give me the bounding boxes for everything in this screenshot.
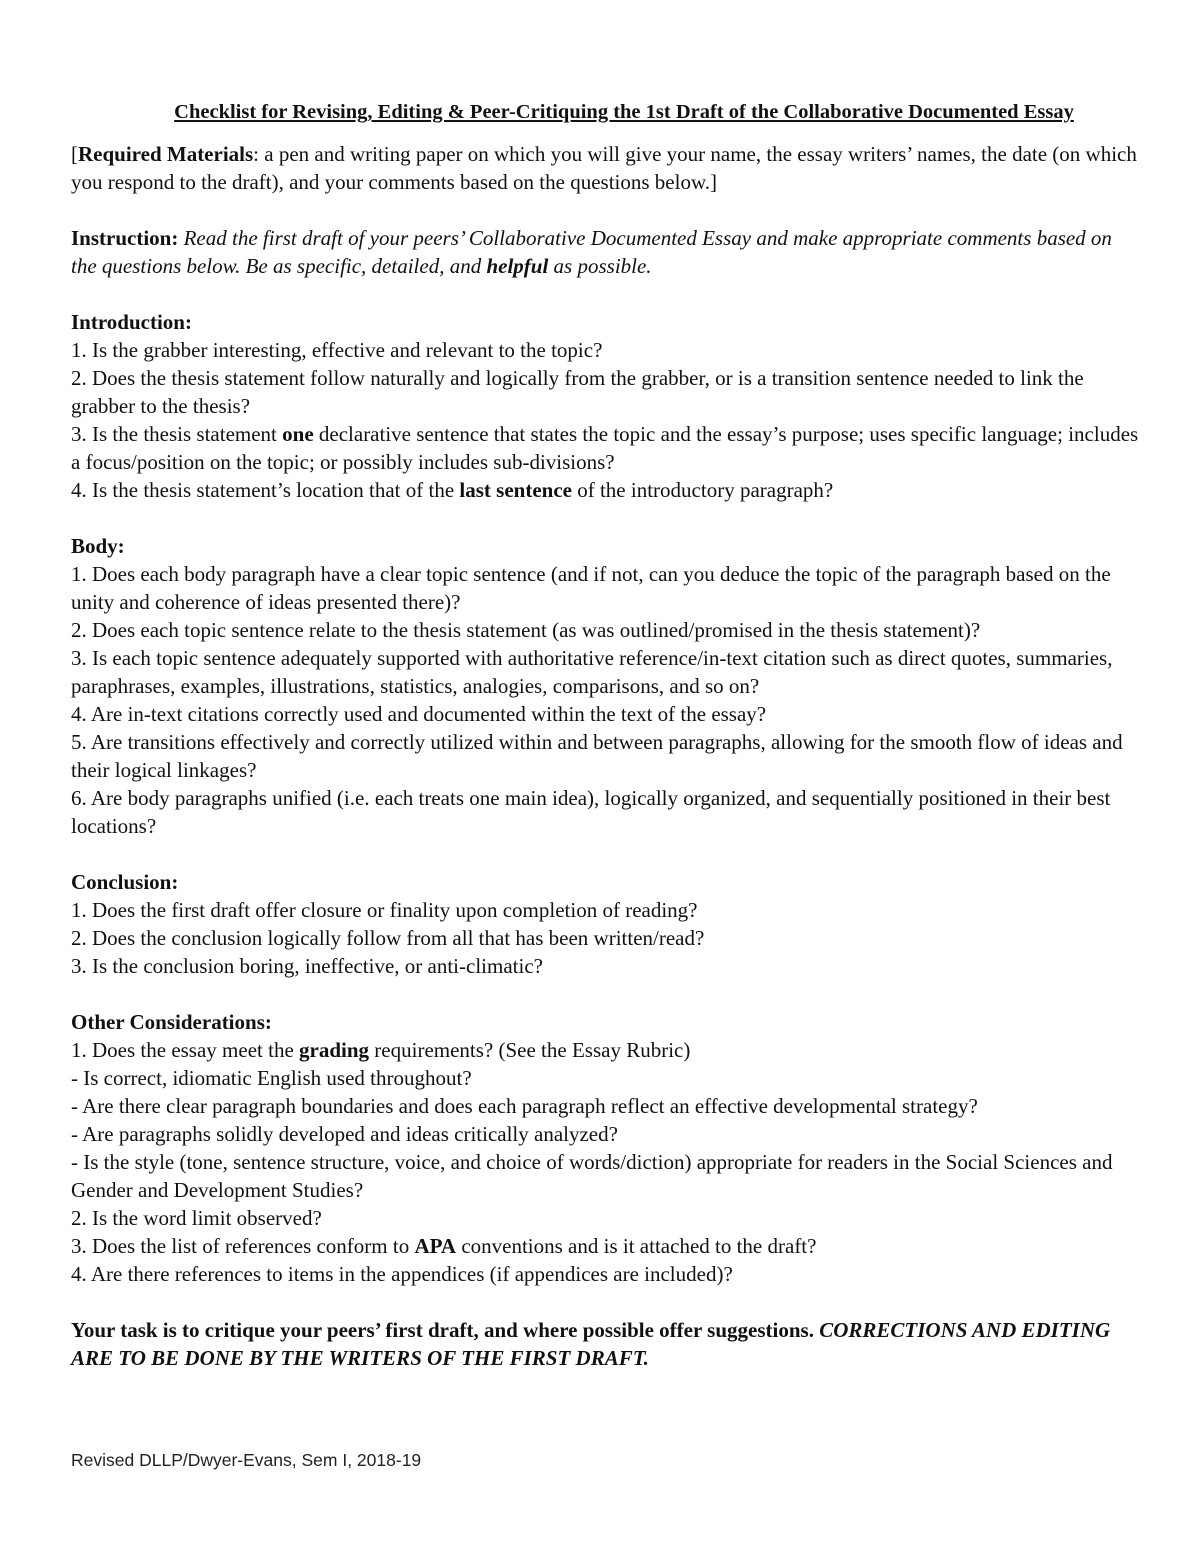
- document-page: [71, 98, 1141, 1372]
- other-question-3: [71, 1232, 1141, 1260]
- conclusion-section: [71, 868, 1141, 980]
- conclusion-question-2: 2. Does the conclusion logically follow from all that has been written/read?: [71, 926, 705, 950]
- intro-q4-text-a: 4. Is the thesis statement’s location that of the: [71, 478, 460, 502]
- intro-q3-text-a: 3. Is the thesis statement: [71, 422, 283, 446]
- other-question-4: 4. Are there references to items in the appendices (if appendices are included)?: [71, 1262, 733, 1286]
- body-heading: Body:: [71, 534, 125, 558]
- other-sub-item-3: - Are paragraphs solidly developed and ideas critically analyzed?: [71, 1122, 618, 1146]
- other-considerations-heading: Other Considerations:: [71, 1010, 272, 1034]
- other-sub-item-4: - Is the style (tone, sentence structure, voice, and choice of words/diction) appropriate for readers in the Social Sciences and Gender and Development Studies?: [71, 1150, 1113, 1202]
- conclusion-question-1: 1. Does the first draft offer closure or finality upon completion of reading?: [71, 898, 698, 922]
- required-materials-text: : a pen and writing paper on which you will give your name, the essay writers’ names, the date (on which you respond to the draft), and your comments based on the questions below.]: [71, 142, 1137, 194]
- intro-q4-bold: last sentence: [459, 478, 572, 502]
- body-question-6: 6. Are body paragraphs unified (i.e. each treats one main idea), logically organized, and sequentially positioned in their best locations?: [71, 786, 1111, 838]
- footer-revision-note: Revised DLLP/Dwyer-Evans, Sem I, 2018-19: [71, 1450, 422, 1470]
- task-italic: CORRECTIONS AND EDITING ARE TO BE DONE BY THE WRITERS OF THE FIRST DRAFT.: [71, 1318, 1111, 1370]
- other-q1-text-b: requirements? (See the Essay Rubric): [369, 1038, 691, 1062]
- other-considerations-section: [71, 1008, 1141, 1288]
- introduction-section: [71, 308, 1141, 504]
- other-q1-text-a: 1. Does the essay meet the: [71, 1038, 300, 1062]
- instruction-text-1: Read the first draft of your peers’ Collaborative Documented Essay and make appropriate comments based on the questions below. Be as specific, detailed, and: [71, 226, 1112, 278]
- instruction-text-2: as possible.: [548, 254, 652, 278]
- instruction-label: Instruction:: [71, 226, 179, 250]
- other-q3-text-b: conventions and is it attached to the draft?: [456, 1234, 817, 1258]
- body-question-4: 4. Are in-text citations correctly used and documented within the text of the essay?: [71, 702, 767, 726]
- other-q3-text-a: 3. Does the list of references conform to: [71, 1234, 415, 1258]
- introduction-question-4: [71, 476, 1141, 504]
- intro-q4-text-b: of the introductory paragraph?: [571, 478, 834, 502]
- body-section: [71, 532, 1141, 840]
- body-question-1: 1. Does each body paragraph have a clear topic sentence (and if not, can you deduce the topic of the paragraph based on the unity and coherence of ideas presented there)?: [71, 562, 1111, 614]
- instruction-bold-word: helpful: [486, 254, 549, 278]
- conclusion-question-3: 3. Is the conclusion boring, ineffective, or anti-climatic?: [71, 954, 543, 978]
- task-text: Your task is to critique your peers’ first draft, and where possible offer suggestions.: [71, 1318, 820, 1342]
- document-title: Checklist for Revising, Editing & Peer-Critiquing the 1st Draft of the Collaborative Documented Essay: [174, 101, 1074, 123]
- introduction-heading: Introduction:: [71, 310, 192, 334]
- body-question-2: 2. Does each topic sentence relate to the thesis statement (as was outlined/promised in the thesis statement)?: [71, 618, 981, 642]
- required-open-bracket: [: [71, 142, 78, 166]
- other-sub-item-2: - Are there clear paragraph boundaries and does each paragraph reflect an effective developmental strategy?: [71, 1094, 978, 1118]
- other-q3-bold: APA: [414, 1234, 457, 1258]
- introduction-question-3: [71, 420, 1141, 476]
- other-q1-bold: grading: [299, 1038, 370, 1062]
- conclusion-heading: Conclusion:: [71, 870, 179, 894]
- required-materials-label: Required Materials: [78, 142, 254, 166]
- required-materials: [71, 140, 1141, 196]
- task-statement: [71, 1316, 1141, 1372]
- other-sub-item-1: - Is correct, idiomatic English used throughout?: [71, 1066, 472, 1090]
- intro-q3-text-b: declarative sentence that states the topic and the essay’s purpose; uses specific language; includes a focus/position on the topic; or possibly includes sub-divisions?: [71, 422, 1139, 474]
- other-question-2: 2. Is the word limit observed?: [71, 1206, 322, 1230]
- instruction: [71, 224, 1141, 280]
- introduction-question-2: 2. Does the thesis statement follow naturally and logically from the grabber, or is a transition sentence needed to link the grabber to the thesis?: [71, 366, 1084, 418]
- introduction-question-1: 1. Is the grabber interesting, effective and relevant to the topic?: [71, 338, 603, 362]
- intro-q3-bold: one: [282, 422, 314, 446]
- other-question-1: [71, 1036, 1141, 1064]
- body-question-5: 5. Are transitions effectively and correctly utilized within and between paragraphs, allowing for the smooth flow of ideas and their logical linkages?: [71, 730, 1123, 782]
- body-question-3: 3. Is each topic sentence adequately supported with authoritative reference/in-text citation such as direct quotes, summaries, paraphrases, examples, illustrations, statistics, analogies, comparisons, and so on?: [71, 646, 1113, 698]
